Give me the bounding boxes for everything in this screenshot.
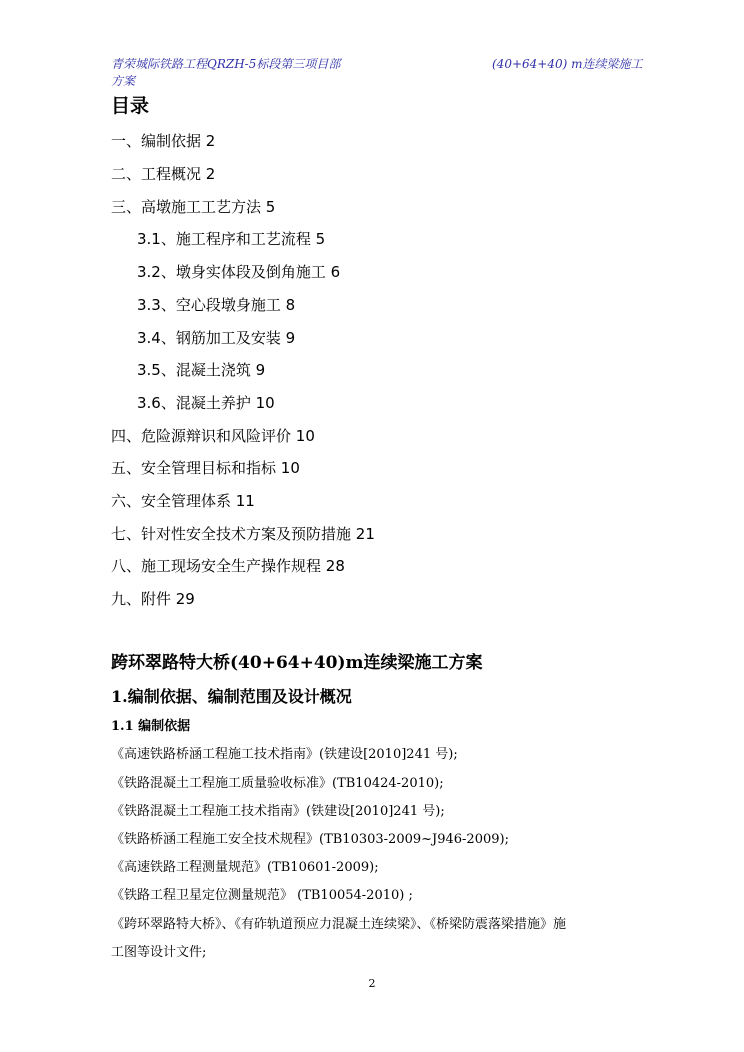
toc-item[interactable]: 九、附件 29 [111,590,195,608]
toc-item[interactable]: 一、编制依据 2 [111,132,216,150]
document-title: 跨环翠路特大桥(40+64+40)m连续梁施工方案 [111,653,483,673]
subsection-heading: 1.1 编制依据 [111,719,191,734]
toc-subitem[interactable]: 3.4、钢筋加工及安装 9 [137,329,296,347]
toc-item[interactable]: 五、安全管理目标和指标 10 [111,459,300,477]
toc-item[interactable]: 三、高墩施工工艺方法 5 [111,198,276,216]
toc-item[interactable]: 二、工程概况 2 [111,165,216,183]
toc-subitem[interactable]: 3.3、空心段墩身施工 8 [137,296,296,314]
page-number: 2 [368,977,376,990]
toc-subitem[interactable]: 3.6、混凝土养护 10 [137,394,275,412]
reference-item: 《高速铁路工程测量规范》(TB10601-2009); [111,860,379,875]
header-project-name [111,56,371,90]
toc-item[interactable]: 四、危险源辩识和风险评价 10 [111,427,315,445]
toc-item[interactable]: 七、针对性安全技术方案及预防措施 21 [111,525,375,543]
reference-item: 《高速铁路桥涵工程施工技术指南》(铁建设[2010]241 号); [111,747,458,762]
toc-item[interactable]: 六、安全管理体系 11 [111,492,255,510]
toc-subitem[interactable]: 3.5、混凝土浇筑 9 [137,361,266,379]
reference-item-continuation: 工图等设计文件; [111,945,207,960]
toc-subitem[interactable]: 3.2、墩身实体段及倒角施工 6 [137,263,341,281]
section-heading: 1.编制依据、编制范围及设计概况 [111,687,352,706]
reference-item: 《铁路工程卫星定位测量规范》 (TB10054-2010) ; [111,888,413,903]
toc-subitem[interactable]: 3.1、施工程序和工艺流程 5 [137,230,326,248]
header-left-line2: 方案 [111,74,136,88]
reference-item: 《铁路混凝土工程施工质量验收标准》(TB10424-2010); [111,776,444,791]
header-left-line1: 青荣城际铁路工程QRZH-5标段第三项目部 [111,57,341,71]
reference-item: 《铁路桥涵工程施工安全技术规程》(TB10303-2009~J946-2009); [111,832,509,847]
reference-item: 《铁路混凝土工程施工技术指南》(铁建设[2010]241 号); [111,804,445,819]
toc-item[interactable]: 八、施工现场安全生产操作规程 28 [111,557,345,575]
reference-item: 《跨环翠路特大桥》、《有砟轨道预应力混凝土连续梁》、《桥梁防震落梁措施》施 [111,917,567,932]
header-document-title: (40+64+40) m连续梁施工 [492,57,643,71]
toc-title: 目录 [111,95,150,117]
